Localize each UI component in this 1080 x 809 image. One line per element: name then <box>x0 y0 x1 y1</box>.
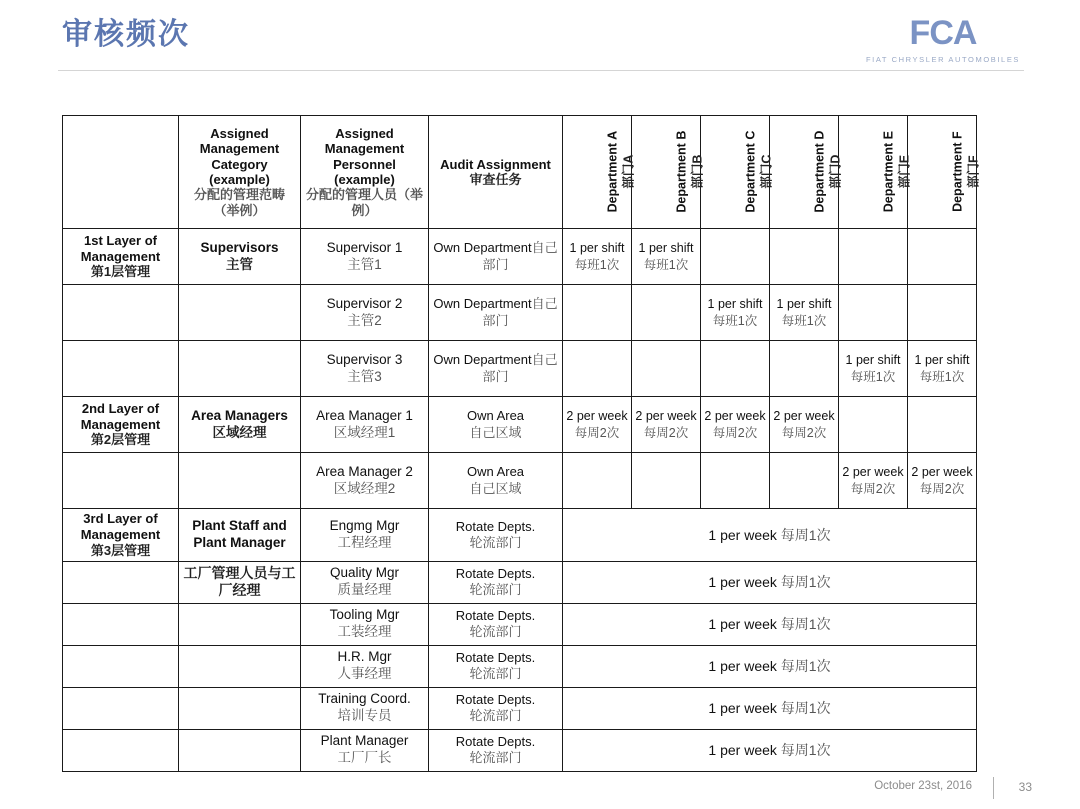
fca-logo-subtitle: FIAT CHRYSLER AUTOMOBILES <box>865 55 1021 64</box>
cell-layer-en: 3rd Layer of Management <box>80 511 161 542</box>
cell-personnel-cn: 培训专员 <box>337 708 392 724</box>
table-row <box>63 341 977 397</box>
table-row <box>63 397 977 453</box>
footer-divider <box>993 777 994 799</box>
page-title: 审核频次 <box>62 18 190 51</box>
cell-audit-cn: 自己部门 <box>482 352 558 384</box>
cell-personnel-cn: 主管3 <box>347 368 382 384</box>
cell-frequency-span-en: 1 per week <box>708 658 777 675</box>
table-row <box>63 453 977 509</box>
cell-frequency-d <box>770 453 839 509</box>
cell-frequency-f <box>908 229 977 285</box>
cell-personnel <box>301 453 429 509</box>
cell-category-en: Supervisors <box>200 240 279 256</box>
cell-category <box>179 509 301 562</box>
cell-personnel-en: Supervisor 3 <box>326 351 403 367</box>
header-assigned-category <box>179 116 301 229</box>
cell-layer-en: 2nd Layer of Management <box>80 400 161 432</box>
cell-frequency-a <box>563 453 632 509</box>
cell-personnel-cn: 人事经理 <box>337 666 392 682</box>
cell-frequency-span-en: 1 per week <box>708 700 777 717</box>
header-assigned-personnel <box>301 116 429 229</box>
header-audit-assignment-cn: 审查任务 <box>469 172 522 187</box>
cell-personnel-cn: 区域经理2 <box>333 480 396 496</box>
cell-category <box>179 729 301 771</box>
cell-layer-cn: 第1层管理 <box>90 264 151 280</box>
header-department-c-en: Department C <box>743 131 758 213</box>
cell-frequency-e <box>839 453 908 509</box>
header-department-e-en: Department E <box>881 131 896 213</box>
cell-personnel-en: H.R. Mgr <box>337 649 392 665</box>
cell-layer-cn: 第2层管理 <box>90 432 151 448</box>
cell-frequency-c <box>701 229 770 285</box>
footer-date: October 23st, 2016 <box>874 780 972 792</box>
cell-audit-en: Own Area <box>466 464 525 480</box>
cell-frequency-e-cn: 每周2次 <box>850 481 896 496</box>
cell-frequency-span-cn: 每周1次 <box>780 574 831 591</box>
cell-frequency-f-en: 2 per week <box>911 465 973 480</box>
cell-frequency-f-cn: 每周2次 <box>919 481 965 496</box>
cell-frequency-a-cn: 每周2次 <box>574 425 620 440</box>
cell-frequency-e <box>839 285 908 341</box>
cell-category <box>179 229 301 285</box>
cell-audit <box>429 397 563 453</box>
cell-personnel <box>301 229 429 285</box>
footer-page-number: 33 <box>1018 780 1032 794</box>
cell-frequency-d-en: 1 per shift <box>776 297 832 312</box>
cell-category <box>179 603 301 645</box>
cell-layer <box>63 229 179 285</box>
cell-personnel-cn: 工程经理 <box>337 534 392 550</box>
table-row <box>63 645 977 687</box>
header-department-e <box>839 116 911 229</box>
cell-frequency-a <box>563 341 632 397</box>
cell-frequency-all-departments <box>563 603 977 645</box>
cell-frequency-span-cn: 每周1次 <box>780 658 831 675</box>
cell-category <box>179 397 301 453</box>
cell-frequency-f <box>908 285 977 341</box>
cell-audit <box>429 229 563 285</box>
cell-audit-cn: 轮流部门 <box>469 750 522 766</box>
cell-personnel-cn: 质量经理 <box>337 582 392 598</box>
cell-category <box>179 285 301 341</box>
table-row <box>63 561 977 603</box>
cell-personnel-en: Area Manager 2 <box>316 463 413 479</box>
header-assigned-category-cn: 分配的管理范畴（举例） <box>193 187 285 218</box>
cell-frequency-all-departments <box>563 645 977 687</box>
cell-frequency-d-en: 2 per week <box>773 409 835 424</box>
cell-frequency-all-departments <box>563 509 977 562</box>
table-row <box>63 687 977 729</box>
header-audit-assignment-en: Audit Assignment <box>440 156 551 172</box>
cell-personnel-en: Training Coord. <box>318 691 411 707</box>
cell-personnel-en: Plant Manager <box>320 733 409 749</box>
cell-category-en: Plant Staff and Plant Manager <box>192 518 287 550</box>
cell-frequency-a <box>563 397 632 453</box>
cell-layer <box>63 603 179 645</box>
cell-frequency-d <box>770 341 839 397</box>
header-department-d <box>770 116 842 229</box>
cell-audit <box>429 603 563 645</box>
table-row <box>63 509 977 562</box>
cell-personnel-cn: 主管1 <box>347 256 382 272</box>
cell-frequency-b-cn: 每周2次 <box>643 425 689 440</box>
cell-audit <box>429 453 563 509</box>
cell-audit-en: Rotate Depts. <box>455 649 536 665</box>
header-layer <box>63 116 179 229</box>
cell-frequency-a-en: 1 per shift <box>569 241 625 256</box>
cell-frequency-f-cn: 每班1次 <box>919 369 965 384</box>
cell-audit-en: Rotate Depts. <box>455 733 536 749</box>
cell-audit-cn: 轮流部门 <box>469 708 522 724</box>
cell-frequency-a <box>563 229 632 285</box>
cell-audit-en: Own Department <box>433 296 532 312</box>
cell-frequency-d <box>770 397 839 453</box>
cell-audit-cn: 自己区域 <box>469 424 522 440</box>
cell-layer-en: 1st Layer of Management <box>80 232 161 264</box>
cell-personnel <box>301 603 429 645</box>
cell-audit <box>429 561 563 603</box>
cell-layer <box>63 561 179 603</box>
table-row <box>63 285 977 341</box>
cell-frequency-b-cn: 每班1次 <box>643 257 689 272</box>
cell-layer <box>63 687 179 729</box>
cell-frequency-c <box>701 285 770 341</box>
cell-frequency-d-cn: 每周2次 <box>781 425 827 440</box>
cell-category <box>179 645 301 687</box>
cell-frequency-span-cn: 每周1次 <box>780 616 831 633</box>
cell-frequency-c <box>701 341 770 397</box>
cell-audit-cn: 自己区域 <box>469 480 522 496</box>
cell-frequency-b-en: 2 per week <box>635 409 697 424</box>
header-department-e-cn: 部门E <box>897 155 911 189</box>
header-assigned-personnel-en: Assigned Management Personnel (example) <box>324 126 405 187</box>
cell-audit-cn: 轮流部门 <box>469 666 522 682</box>
cell-frequency-d-cn: 每班1次 <box>781 313 827 328</box>
header-department-b-cn: 部门B <box>690 154 704 190</box>
cell-category <box>179 687 301 729</box>
cell-frequency-span-en: 1 per week <box>708 742 777 759</box>
cell-personnel <box>301 645 429 687</box>
cell-category <box>179 453 301 509</box>
header-assigned-category-en: Assigned Management Category (example) <box>199 126 280 187</box>
cell-frequency-a-en: 2 per week <box>566 409 628 424</box>
header-department-b <box>632 116 704 229</box>
cell-frequency-f-en: 1 per shift <box>914 353 970 368</box>
cell-frequency-d <box>770 285 839 341</box>
cell-audit-cn: 轮流部门 <box>469 624 522 640</box>
cell-personnel-cn: 区域经理1 <box>333 424 396 440</box>
cell-audit <box>429 729 563 771</box>
cell-frequency-b-en: 1 per shift <box>638 241 694 256</box>
cell-frequency-b <box>632 229 701 285</box>
cell-frequency-f <box>908 397 977 453</box>
cell-layer <box>63 397 179 453</box>
cell-audit-en: Rotate Depts. <box>455 607 536 623</box>
cell-frequency-c <box>701 453 770 509</box>
cell-frequency-e <box>839 229 908 285</box>
cell-audit-cn: 轮流部门 <box>469 582 522 598</box>
cell-personnel <box>301 285 429 341</box>
cell-personnel-cn: 工装经理 <box>337 624 392 640</box>
cell-frequency-c-cn: 每周2次 <box>712 425 758 440</box>
cell-frequency-c-en: 2 per week <box>704 409 766 424</box>
cell-category <box>179 341 301 397</box>
cell-frequency-span-en: 1 per week <box>708 574 777 591</box>
cell-frequency-all-departments <box>563 561 977 603</box>
cell-personnel-en: Supervisor 2 <box>326 295 403 311</box>
table-row <box>63 603 977 645</box>
fca-logo <box>848 16 1038 64</box>
cell-audit-en: Rotate Depts. <box>455 565 536 581</box>
cell-audit <box>429 341 563 397</box>
header-department-f-cn: 部门F <box>966 155 980 189</box>
cell-audit <box>429 687 563 729</box>
cell-layer <box>63 729 179 771</box>
header-department-a-en: Department A <box>605 131 620 213</box>
cell-layer <box>63 509 179 562</box>
cell-layer-cn: 第3层管理 <box>90 542 151 558</box>
cell-frequency-span-en: 1 per week <box>708 526 777 543</box>
cell-frequency-e-cn: 每班1次 <box>850 369 896 384</box>
cell-category-cn: 区域经理 <box>212 424 267 440</box>
cell-frequency-e <box>839 397 908 453</box>
cell-frequency-f <box>908 453 977 509</box>
cell-personnel-en: Supervisor 1 <box>326 239 403 255</box>
cell-frequency-all-departments <box>563 729 977 771</box>
cell-frequency-span-cn: 每周1次 <box>780 526 831 543</box>
header-department-c-cn: 部门C <box>759 154 773 190</box>
header-audit-assignment <box>429 116 563 229</box>
fca-logo-mark: FCA <box>909 14 977 52</box>
title-divider <box>58 70 1024 71</box>
cell-layer <box>63 285 179 341</box>
header-department-f <box>908 116 980 229</box>
cell-frequency-all-departments <box>563 687 977 729</box>
cell-personnel-en: Engmg Mgr <box>329 517 400 533</box>
cell-personnel-en: Quality Mgr <box>329 565 400 581</box>
cell-frequency-c-cn: 每班1次 <box>712 313 758 328</box>
cell-layer <box>63 645 179 687</box>
cell-audit <box>429 645 563 687</box>
cell-audit-en: Own Area <box>466 408 525 424</box>
header-department-a-cn: 部门A <box>621 154 635 190</box>
cell-audit <box>429 509 563 562</box>
cell-frequency-b <box>632 285 701 341</box>
cell-personnel-en: Area Manager 1 <box>316 407 413 423</box>
cell-personnel <box>301 687 429 729</box>
table-row <box>63 229 977 285</box>
cell-personnel <box>301 397 429 453</box>
table-row <box>63 729 977 771</box>
table-header-row <box>63 116 977 229</box>
cell-frequency-d <box>770 229 839 285</box>
cell-frequency-f <box>908 341 977 397</box>
cell-frequency-span-cn: 每周1次 <box>780 742 831 759</box>
cell-category-cn: 工厂管理人员与工厂经理 <box>183 564 296 599</box>
cell-frequency-e-en: 1 per shift <box>845 353 901 368</box>
cell-frequency-a-cn: 每班1次 <box>574 257 620 272</box>
cell-category-en: Area Managers <box>191 408 288 424</box>
header-department-f-en: Department F <box>950 131 965 213</box>
header-assigned-personnel-cn: 分配的管理人员（举例） <box>305 187 423 218</box>
cell-audit-en: Own Department <box>433 352 532 368</box>
cell-frequency-c <box>701 397 770 453</box>
cell-layer <box>63 453 179 509</box>
cell-personnel <box>301 341 429 397</box>
cell-audit-en: Own Department <box>433 240 532 256</box>
cell-audit-cn: 自己部门 <box>482 296 558 328</box>
header-department-c <box>701 116 773 229</box>
cell-personnel-cn: 主管2 <box>347 312 382 328</box>
cell-audit-cn: 自己部门 <box>482 240 558 272</box>
cell-layer <box>63 341 179 397</box>
cell-audit-en: Rotate Depts. <box>455 518 536 534</box>
cell-audit-cn: 轮流部门 <box>469 534 522 550</box>
cell-category-cn: 主管 <box>226 256 253 272</box>
cell-frequency-a <box>563 285 632 341</box>
cell-frequency-c-en: 1 per shift <box>707 297 763 312</box>
cell-personnel <box>301 729 429 771</box>
cell-frequency-e <box>839 341 908 397</box>
cell-personnel <box>301 509 429 562</box>
cell-personnel-en: Tooling Mgr <box>329 607 400 623</box>
cell-category <box>179 561 301 603</box>
header-department-b-en: Department B <box>674 131 689 213</box>
cell-personnel-cn: 工厂厂长 <box>337 750 392 766</box>
cell-frequency-span-cn: 每周1次 <box>780 700 831 717</box>
cell-frequency-e-en: 2 per week <box>842 465 904 480</box>
cell-frequency-span-en: 1 per week <box>708 616 777 633</box>
audit-frequency-table <box>62 115 980 772</box>
cell-frequency-b <box>632 397 701 453</box>
header-department-d-cn: 部门D <box>828 154 842 190</box>
cell-audit <box>429 285 563 341</box>
header-department-a <box>563 116 635 229</box>
cell-personnel <box>301 561 429 603</box>
cell-frequency-b <box>632 341 701 397</box>
cell-frequency-b <box>632 453 701 509</box>
header-department-d-en: Department D <box>812 131 827 213</box>
cell-audit-en: Rotate Depts. <box>455 691 536 707</box>
